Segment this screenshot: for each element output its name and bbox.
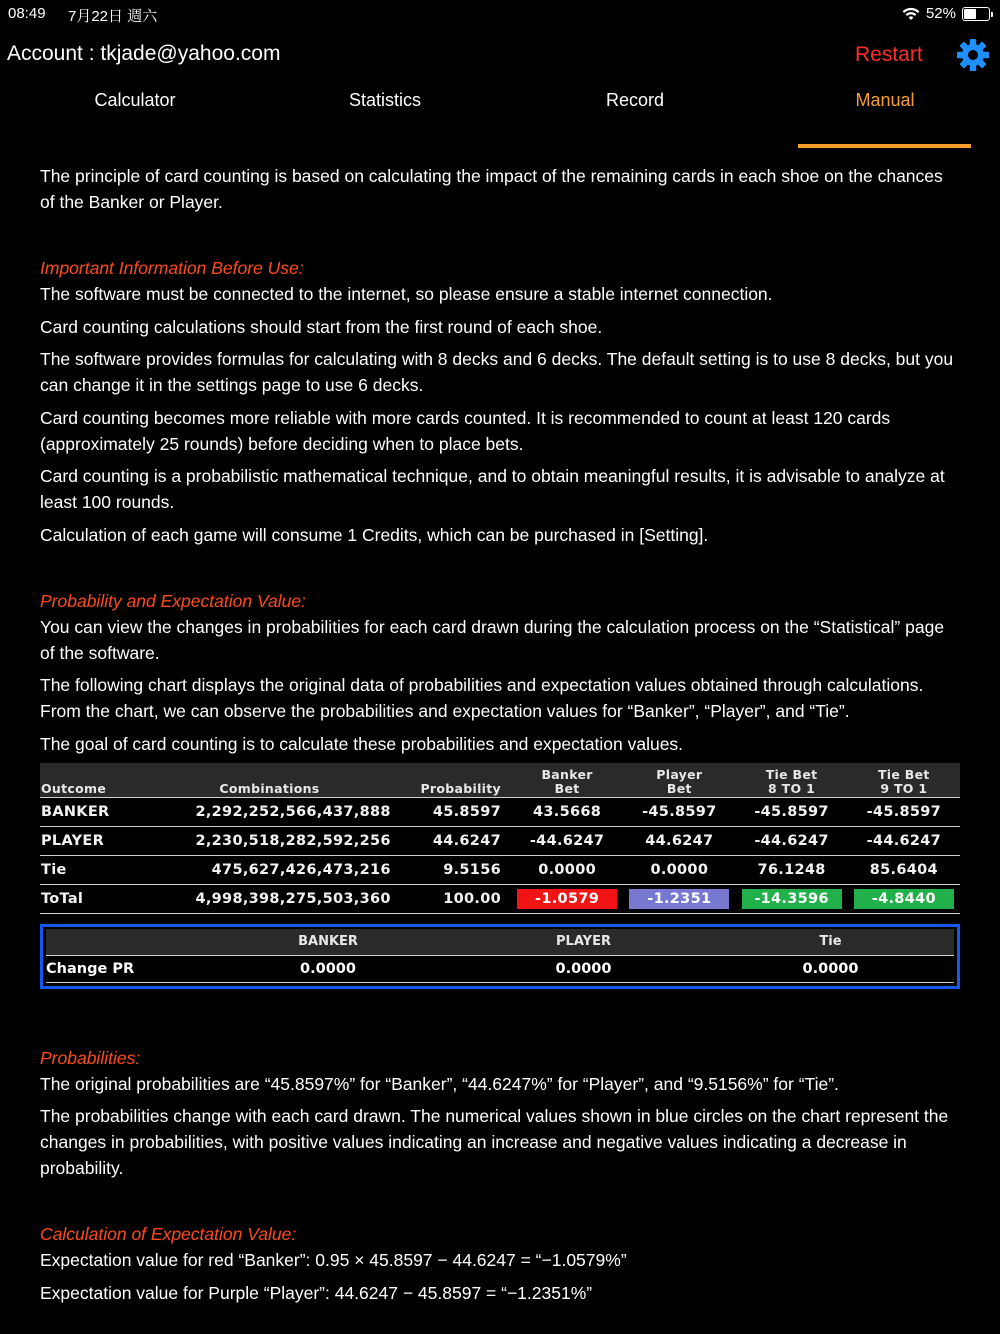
cell-probability: 45.8597 <box>399 797 511 826</box>
change-pr-label: Change PR <box>46 955 196 982</box>
outcome-table <box>40 763 960 914</box>
col-header-banker: BANKER <box>196 929 460 956</box>
tab-manual[interactable]: Manual <box>855 90 915 110</box>
cell-tie-9to1: -45.8597 <box>848 797 960 826</box>
table-row-tie <box>40 855 960 884</box>
cell-combinations: 475,627,426,473,216 <box>140 855 399 884</box>
wifi-icon <box>902 7 920 21</box>
cell-tie-9to1: -44.6247 <box>848 826 960 855</box>
change-pr-player: 0.0000 <box>460 955 707 982</box>
heading-probabilities: Probabilities: <box>40 1047 141 1068</box>
paragraph: The following chart displays the original data of probabilities and expectation values obtained through calculations. From the chart, we can observe the probabilities and expectation values for “Banker”, “Player”, and “Tie”. <box>40 675 924 721</box>
header-line: 8 TO 1 <box>768 780 816 796</box>
account-label: Account : tkjade@yahoo.com <box>7 42 281 65</box>
paragraph: Expectation value for red “Banker”: 0.95 × 45.8597 − 44.6247 = “−1.0579%” <box>40 1250 627 1270</box>
col-header-banker-bet <box>511 763 623 797</box>
manual-content <box>40 163 960 1312</box>
col-header-empty <box>46 929 196 956</box>
paragraph: Expectation value for Purple “Player”: 44.6247 − 45.8597 = “−1.2351%” <box>40 1282 593 1303</box>
battery-icon <box>962 7 990 21</box>
cell-player-bet: -45.8597 <box>623 797 735 826</box>
gear-icon[interactable] <box>956 38 990 72</box>
col-header-outcome: Outcome <box>40 763 140 797</box>
intro-paragraph: The principle of card counting is based on calculating the impact of the remaining cards in each shoe on the chances of the Banker or Player. <box>40 166 943 212</box>
cell-tie-9to1: 85.6404 <box>848 855 960 884</box>
cell-banker-bet: 43.5668 <box>511 797 623 826</box>
cell-probability: 44.6247 <box>399 826 511 855</box>
restart-button[interactable]: Restart <box>855 43 923 66</box>
total-tie-9to1-badge: -4.8440 <box>854 889 954 909</box>
heading-important-info: Important Information Before Use: <box>40 258 304 278</box>
table-row-player <box>40 826 960 855</box>
paragraph: Card counting becomes more reliable with more cards counted. It is recommended to count at least 120 cards (approximately 25 rounds) before deciding when to place bets. <box>40 407 891 454</box>
cell-player-bet: 44.6247 <box>623 826 735 855</box>
cell-outcome: BANKER <box>40 797 140 826</box>
header-line: 9 TO 1 <box>880 780 928 796</box>
cell-outcome: Tie <box>40 855 140 884</box>
paragraph: The goal of card counting is to calculate these probabilities and expectation values. <box>40 733 684 754</box>
table-row-banker <box>40 797 960 826</box>
total-player-badge: -1.2351 <box>629 889 729 909</box>
change-pr-row <box>46 955 954 982</box>
tab-record[interactable]: Record <box>605 90 665 110</box>
cell-probability: 100.00 <box>399 884 511 913</box>
cell-banker-bet: -44.6247 <box>511 826 623 855</box>
paragraph: The software must be connected to the internet, so please ensure a stable internet connection. <box>40 284 773 304</box>
cell-banker-bet: 0.0000 <box>511 855 623 884</box>
cell-combinations: 2,292,252,566,437,888 <box>140 797 399 826</box>
cell-tie-8to1: -44.6247 <box>735 826 847 855</box>
outcome-table-header <box>40 763 960 797</box>
status-bar <box>0 0 1000 28</box>
header-line: Banker <box>541 766 593 782</box>
status-indicators <box>902 5 990 22</box>
header-line: Bet <box>554 780 580 796</box>
cell-combinations: 2,230,518,282,592,256 <box>140 826 399 855</box>
cell-outcome: PLAYER <box>40 826 140 855</box>
tab-calculator[interactable]: Calculator <box>94 90 176 110</box>
header-line: Player <box>656 766 703 782</box>
header-line: Bet <box>666 780 692 796</box>
status-time: 08:49 <box>8 5 46 22</box>
paragraph: The original probabilities are “45.8597%” for “Banker”, “44.6247%” for “Player”, and “9.5156%” for “Tie”. <box>40 1073 839 1094</box>
battery-percent: 52% <box>925 5 956 22</box>
paragraph: Card counting calculations should start from the first round of each shoe. <box>40 316 603 337</box>
cell-probability: 9.5156 <box>399 855 511 884</box>
heading-expectation-calculation: Calculation of Expectation Value: <box>40 1224 297 1244</box>
paragraph: You can view the changes in probabilities for each card drawn during the calculation process on the “Statistical” page of the software. <box>40 616 945 663</box>
tab-statistics[interactable]: Statistics <box>348 90 422 110</box>
heading-probability-expectation: Probability and Expectation Value: <box>40 590 306 611</box>
total-tie-8to1-badge: -14.3596 <box>742 889 842 909</box>
cell-tie-8to1: 76.1248 <box>735 855 847 884</box>
paragraph: Calculation of each game will consume 1 Credits, which can be purchased in [Setting]. <box>40 524 709 545</box>
change-pr-header <box>46 929 954 956</box>
change-pr-banker: 0.0000 <box>196 955 460 982</box>
paragraph: The software provides formulas for calculating with 8 decks and 6 decks. The default setting is to use 8 decks, but you can change it in the settings page to use 6 decks. <box>40 349 954 395</box>
cell-combinations: 4,998,398,275,503,360 <box>140 884 399 913</box>
change-pr-table <box>40 924 960 989</box>
col-header-tie: Tie <box>707 929 954 956</box>
col-header-player: PLAYER <box>460 929 707 956</box>
paragraph: The probabilities change with each card drawn. The numerical values shown in blue circles on the chart represent the changes in probabilities, with positive values indicating an increase and negative values indicating a decrease in probability. <box>40 1106 949 1178</box>
battery-fill <box>964 9 976 19</box>
paragraph: Card counting is a probabilistic mathematical technique, and to obtain meaningful results, it is advisable to analyze at least 100 rounds. <box>40 466 945 512</box>
change-pr-tie: 0.0000 <box>707 955 954 982</box>
col-header-tie-9to1 <box>848 763 960 797</box>
cell-outcome: ToTal <box>40 884 140 913</box>
total-banker-badge: -1.0579 <box>517 889 617 909</box>
header-line: Tie Bet <box>765 766 818 782</box>
header-line: Tie Bet <box>877 766 930 782</box>
col-header-combinations: Combinations <box>140 763 399 797</box>
status-date: 7月22日 週六 <box>68 8 158 25</box>
cell-tie-8to1: -45.8597 <box>735 797 847 826</box>
col-header-probability: Probability <box>399 763 511 797</box>
col-header-tie-8to1 <box>735 763 847 797</box>
tab-bar <box>0 86 1000 148</box>
active-tab-indicator <box>798 144 971 148</box>
cell-player-bet: 0.0000 <box>623 855 735 884</box>
col-header-player-bet <box>623 763 735 797</box>
table-row-total <box>40 884 960 913</box>
